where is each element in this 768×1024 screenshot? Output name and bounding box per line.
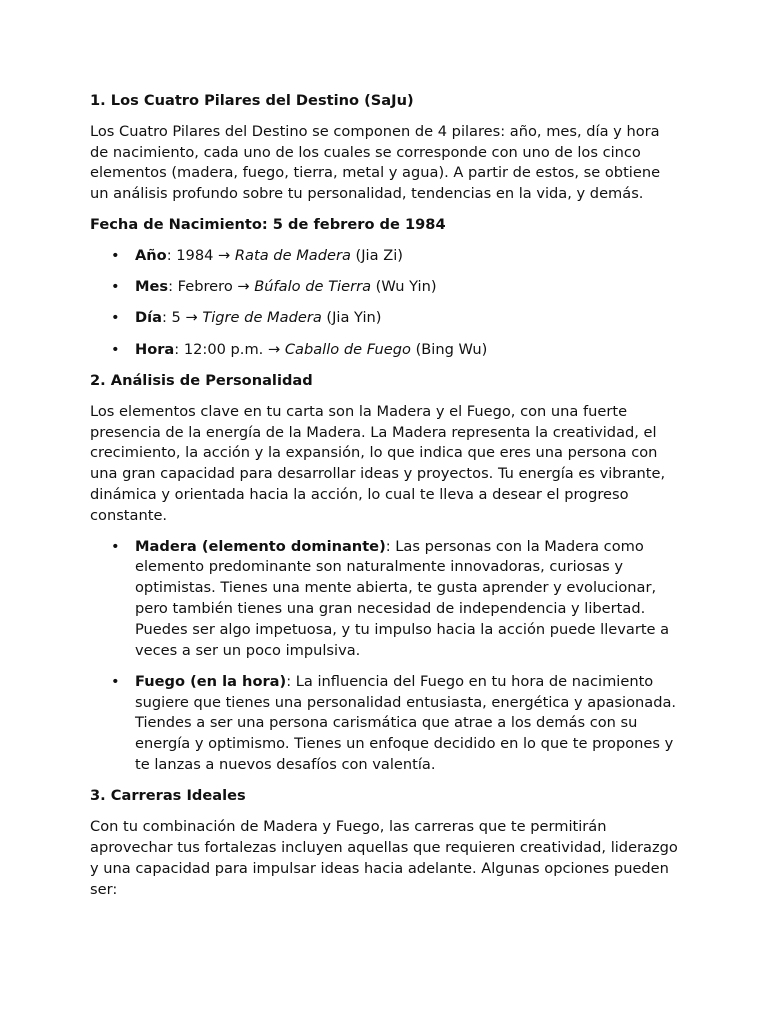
bullet: • xyxy=(111,672,120,690)
pillar-chinese: (Wu Yin) xyxy=(371,278,437,296)
pillar-animal: Tigre de Madera xyxy=(202,309,322,327)
pillar-chinese: (Jia Zi) xyxy=(350,246,403,264)
pillar-value: : 12:00 p.m. → xyxy=(174,340,285,358)
element-label: Fuego (en la hora) xyxy=(135,672,287,690)
birth-date-heading: Fecha de Nacimiento: 5 de febrero de 1984 xyxy=(90,215,446,233)
element-text: : Las personas con la Madera como elemento predominante son naturalmente innovadoras, curiosas y optimistas. Tienes una mente abierta, te gusta aprender y evolucionar, pero también tienes una gran necesidad de independencia y libertad. Puedes ser algo impetuosa, y tu impulso hacia la acción puede llevarte a veces a ser un poco impulsiva. xyxy=(135,537,670,659)
elements-list xyxy=(90,537,678,776)
pillar-label: Mes xyxy=(135,278,169,296)
pillar-chinese: (Bing Wu) xyxy=(410,340,488,358)
pillar-value: : Febrero → xyxy=(168,278,255,296)
section-2-intro: Los elementos clave en tu carta son la Madera y el Fuego, con una fuerte presencia de la energía de la Madera. La Madera representa la creatividad, el crecimiento, la acción y la expansión, lo que indica que eres una persona con una gran capacidad para desarrollar ideas y proyectos. Tu energía es vibrante, dinámica y orientada hacia la acción, lo cual te lleva a desear el progreso constante. xyxy=(90,402,666,524)
list-item xyxy=(90,308,678,329)
bullet: • xyxy=(111,340,120,358)
bullet: • xyxy=(111,537,120,555)
pillar-animal: Rata de Madera xyxy=(234,246,351,264)
bullet: • xyxy=(111,309,120,327)
bullet: • xyxy=(111,246,120,264)
pillar-label: Hora xyxy=(135,340,175,358)
pillar-label: Año xyxy=(135,246,167,264)
pillar-animal: Búfalo de Tierra xyxy=(254,278,372,296)
list-item xyxy=(90,246,678,267)
element-label: Madera (elemento dominante) xyxy=(135,537,386,555)
pillar-label: Día xyxy=(135,309,162,327)
list-item xyxy=(90,277,678,298)
section-1-intro: Los Cuatro Pilares del Destino se componen de 4 pilares: año, mes, día y hora de nacimiento, cada uno de los cuales se corresponde con uno de los cinco elementos (madera, fuego, tierra, metal y agua). A partir de estos, se obtiene un análisis profundo sobre tu personalidad, tendencias en la vida, y demás. xyxy=(90,122,661,203)
list-item xyxy=(90,340,678,361)
pillar-value: : 1984 → xyxy=(166,246,235,264)
section-3-heading: 3. Carreras Ideales xyxy=(90,787,246,805)
pillars-list xyxy=(90,246,678,361)
section-2-heading: 2. Análisis de Personalidad xyxy=(90,371,313,389)
bullet: • xyxy=(111,278,120,296)
list-item xyxy=(90,537,678,662)
section-1-heading: 1. Los Cuatro Pilares del Destino (SaJu) xyxy=(90,92,414,109)
pillar-animal: Caballo de Fuego xyxy=(284,340,411,358)
pillar-chinese: (Jia Yin) xyxy=(321,309,382,327)
element-text: : La influencia del Fuego en tu hora de nacimiento sugiere que tienes una personalidad entusiasta, energética y apasionada. Tiendes a ser una persona carismática que atrae a los demás con su energía y optimismo. Tienes un enfoque decidido en lo que te propones y te lanzas a nuevos desafíos con valentía. xyxy=(135,672,677,774)
section-3-intro: Con tu combinación de Madera y Fuego, las carreras que te permitirán aprovechar tus fortalezas incluyen aquellas que requieren creatividad, liderazgo y una capacidad para impulsar ideas hacia adelante. Algunas opciones pueden ser: xyxy=(90,818,678,898)
pillar-value: : 5 → xyxy=(161,309,203,327)
list-item xyxy=(90,672,678,776)
